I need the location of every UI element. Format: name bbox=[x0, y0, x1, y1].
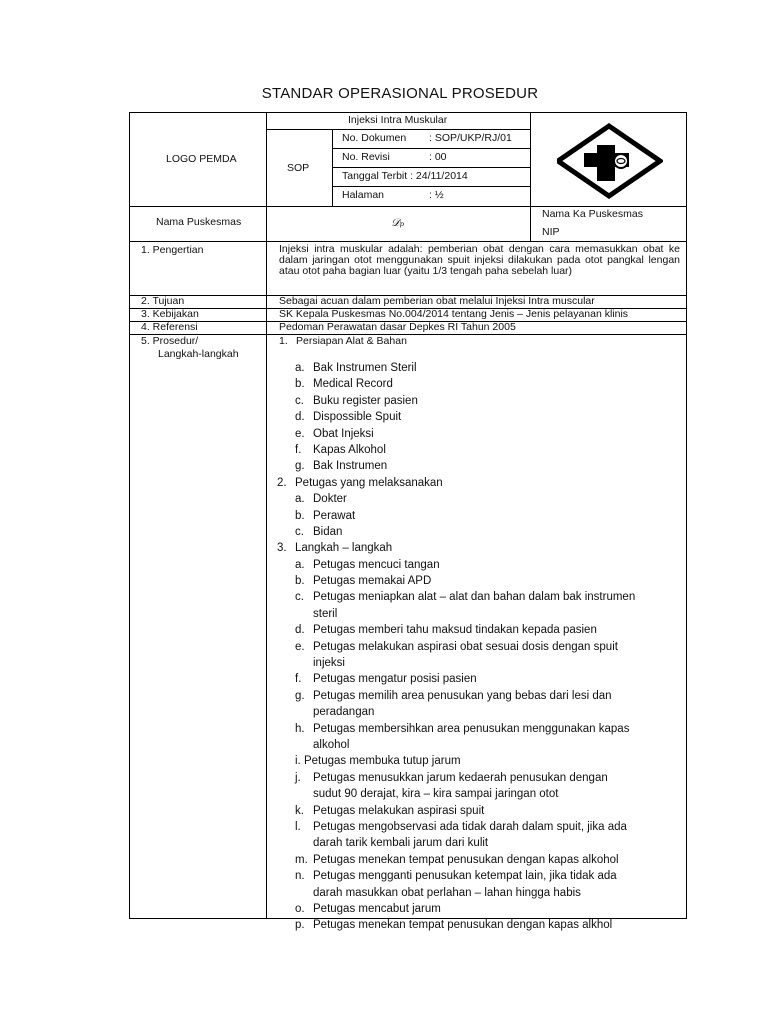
logo-pemda-label: LOGO PEMDA bbox=[166, 153, 237, 165]
procedure-item-marker: f. bbox=[295, 443, 302, 456]
referensi-text: Pedoman Perawatan dasar Depkes RI Tahun 2005 bbox=[279, 321, 516, 333]
procedure-item-text: Petugas memakai APD bbox=[313, 575, 432, 588]
procedure-item-marker: m. bbox=[295, 853, 308, 866]
referensi-label: 4. Referensi bbox=[141, 321, 198, 333]
divider bbox=[266, 112, 267, 919]
procedure-item bbox=[277, 721, 687, 737]
procedure-item-marker: b. bbox=[295, 509, 305, 522]
tanggal-terbit: Tanggal Terbit : 24/11/2014 bbox=[342, 170, 468, 182]
procedure-item-marker: 2. bbox=[277, 476, 287, 489]
procedure-item bbox=[277, 376, 687, 392]
procedure-item-text: injeksi bbox=[313, 657, 345, 670]
procedure-item bbox=[277, 573, 687, 589]
procedure-item-marker: b. bbox=[295, 378, 305, 391]
procedure-item-text: Bidan bbox=[313, 525, 343, 538]
procedure-item bbox=[277, 885, 687, 901]
procedure-item-text: Bak Instrumen Steril bbox=[313, 362, 417, 374]
procedure-item bbox=[277, 524, 687, 540]
procedure-item bbox=[277, 901, 687, 917]
prosedur-label: 5. Prosedur/ bbox=[141, 335, 199, 347]
procedure-item-text: peradangan bbox=[313, 706, 375, 719]
procedure-item-text: Petugas mengobservasi ada tidak darah dalam spuit, jika ada bbox=[313, 820, 627, 833]
procedure-item bbox=[277, 704, 687, 720]
procedure-item bbox=[277, 426, 687, 442]
procedure-item-text: Petugas mengatur posisi pasien bbox=[313, 673, 477, 686]
halaman-label: Halaman bbox=[342, 189, 385, 201]
procedure-item bbox=[277, 770, 687, 786]
no-revisi-value: : 00 bbox=[429, 151, 447, 163]
procedure-item-marker: h. bbox=[295, 722, 305, 735]
procedure-item-marker: g. bbox=[295, 689, 305, 702]
procedure-item bbox=[277, 589, 687, 605]
sop-label: SOP bbox=[287, 162, 310, 174]
procedure-item-text: Obat Injeksi bbox=[313, 427, 374, 440]
procedure-item-marker: e. bbox=[295, 427, 305, 440]
kebijakan-text: SK Kepala Puskesmas No.004/2014 tentang Jenis – Jenis pelayanan klinis bbox=[279, 308, 629, 320]
procedure-item-text: Dispossible Spuit bbox=[313, 411, 402, 424]
halaman-value: : ½ bbox=[429, 189, 444, 201]
procedure-item-marker: d. bbox=[295, 624, 305, 637]
procedure-item-text: Petugas melakukan aspirasi spuit bbox=[313, 804, 485, 817]
procedure-item-marker: a. bbox=[295, 362, 305, 374]
procedure-item bbox=[277, 557, 687, 573]
procedure-item-marker: c. bbox=[295, 525, 304, 538]
divider bbox=[129, 334, 687, 335]
procedure-item-marker: a. bbox=[295, 493, 305, 506]
procedure-item bbox=[277, 852, 687, 868]
procedure-item-text: Bak Instrumen bbox=[313, 460, 388, 473]
procedure-item bbox=[277, 606, 687, 622]
prosedur-label-2: Langkah-langkah bbox=[158, 348, 239, 360]
document-title: STANDAR OPERASIONAL PROSEDUR bbox=[261, 85, 539, 102]
procedure-item-text: Petugas menusukkan jarum kedaerah penusukan dengan bbox=[313, 771, 608, 784]
divider bbox=[332, 129, 333, 206]
tujuan-text: Sebagai acuan dalam pemberian obat melalui Injeksi Intra muscular bbox=[279, 295, 595, 307]
procedure-item-marker: d. bbox=[295, 411, 305, 424]
procedure-item-text: Petugas memilih area penusukan yang bebas dari lesi dan bbox=[313, 689, 612, 702]
procedure-item-marker: g. bbox=[295, 460, 305, 473]
procedure-item-text: i. Petugas membuka tutup jarum bbox=[295, 755, 461, 768]
procedure-item-text: alkohol bbox=[313, 738, 350, 751]
procedure-item bbox=[277, 442, 687, 458]
nip-label: NIP bbox=[542, 226, 560, 238]
procedure-item-text: Dokter bbox=[313, 493, 347, 506]
procedure-item bbox=[277, 803, 687, 819]
step-1-title: Persiapan Alat & Bahan bbox=[296, 335, 407, 347]
no-revisi-label: No. Revisi bbox=[342, 151, 390, 163]
no-dokumen-label: No. Dokumen bbox=[342, 132, 407, 144]
procedure-item-text: Petugas menekan tempat penusukan dengan kapas alkhol bbox=[313, 919, 613, 932]
procedure-item bbox=[277, 458, 687, 474]
procedure-item-marker: c. bbox=[295, 591, 304, 604]
procedure-item-marker: 3. bbox=[277, 542, 287, 555]
procedure-item bbox=[277, 409, 687, 425]
procedure-item-text: Petugas membersihkan area penusukan menggunakan kapas bbox=[313, 722, 630, 735]
procedure-list bbox=[277, 360, 687, 934]
procedure-item-text: Petugas melakukan aspirasi obat sesuai dosis dengan spuit bbox=[313, 640, 618, 653]
procedure-item-text: Kapas Alkohol bbox=[313, 443, 386, 456]
divider bbox=[332, 167, 530, 168]
procedure-item-text: Petugas menekan tempat penusukan dengan kapas alkohol bbox=[313, 853, 619, 866]
procedure-item-text: Petugas mencabut jarum bbox=[313, 902, 441, 915]
procedure-item bbox=[277, 868, 687, 884]
divider bbox=[266, 129, 530, 130]
tujuan-label: 2. Tujuan bbox=[141, 295, 185, 307]
kebijakan-label: 3. Kebijakan bbox=[141, 308, 199, 320]
procedure-item bbox=[277, 491, 687, 507]
divider bbox=[530, 112, 531, 241]
procedure-item bbox=[277, 917, 687, 933]
nama-ka-puskesmas: Nama Ka Puskesmas bbox=[542, 208, 643, 220]
procedure-item-marker: a. bbox=[295, 558, 305, 571]
procedure-item-marker: k. bbox=[295, 804, 304, 817]
procedure-item-text: Medical Record bbox=[313, 378, 393, 391]
procedure-item bbox=[277, 835, 687, 851]
procedure-item-marker: n. bbox=[295, 870, 305, 883]
procedure-item-marker: c. bbox=[295, 394, 304, 407]
procedure-item bbox=[277, 655, 687, 671]
procedure-item bbox=[277, 475, 687, 491]
procedure-item-marker: e. bbox=[295, 640, 305, 653]
procedure-item-text: darah masukkan obat perlahan – lahan hingga habis bbox=[313, 886, 581, 899]
step-1-number: 1. bbox=[279, 335, 288, 347]
procedure-item bbox=[277, 819, 687, 835]
procedure-item-text: steril bbox=[313, 607, 338, 620]
signature: 𝒟ₚ bbox=[391, 216, 405, 229]
procedure-item bbox=[277, 540, 687, 556]
procedure-item-text: Petugas memberi tahu maksud tindakan kepada pasien bbox=[313, 624, 597, 637]
procedure-item bbox=[277, 688, 687, 704]
no-dokumen-value: : SOP/UKP/RJ/01 bbox=[429, 132, 512, 144]
puskesmas-logo-icon bbox=[557, 123, 663, 199]
procedure-item-marker: j. bbox=[295, 771, 301, 784]
procedure-item-text: Petugas yang melaksanakan bbox=[295, 476, 443, 489]
procedure-item-text: Petugas mengganti penusukan ketempat lain, jika tidak ada bbox=[313, 870, 617, 883]
pengertian-text: Injeksi intra muskular adalah: pemberian obat dengan cara memasukkan obat ke dalam jaringan otot menggunakan spuit injeksi dilakukan pada otot pangkal lengan atau otot paha bagian luar (yaitu 1/3 tengah paha sebelah luar) bbox=[279, 243, 680, 277]
divider bbox=[332, 186, 530, 187]
procedure-item-text: darah tarik kembali jarum dari kulit bbox=[313, 837, 489, 850]
procedure-item bbox=[277, 360, 687, 376]
procedure-item-marker: f. bbox=[295, 673, 302, 686]
pengertian-label: 1. Pengertian bbox=[141, 244, 204, 256]
procedure-item bbox=[277, 622, 687, 638]
procedure-item-text: Petugas meniapkan alat – alat dan bahan dalam bak instrumen bbox=[313, 591, 636, 604]
procedure-item-marker: o. bbox=[295, 902, 305, 915]
procedure-item-marker: b. bbox=[295, 575, 305, 588]
procedure-item-text: sudut 90 derajat, kira – kira sampai jaringan otot bbox=[313, 788, 559, 801]
procedure-item bbox=[277, 786, 687, 802]
divider bbox=[332, 148, 530, 149]
procedure-item bbox=[277, 393, 687, 409]
procedure-item bbox=[277, 737, 687, 753]
divider bbox=[129, 241, 687, 242]
procedure-item-text: Petugas mencuci tangan bbox=[313, 558, 440, 571]
nama-puskesmas: Nama Puskesmas bbox=[156, 216, 242, 228]
procedure-item bbox=[277, 671, 687, 687]
sop-topic: Injeksi Intra Muskular bbox=[348, 114, 448, 126]
procedure-item bbox=[277, 753, 687, 769]
procedure-item-marker: l. bbox=[295, 820, 301, 833]
procedure-item bbox=[277, 508, 687, 524]
procedure-item-text: Perawat bbox=[313, 509, 356, 522]
procedure-item-text: Buku register pasien bbox=[313, 394, 418, 407]
procedure-item bbox=[277, 639, 687, 655]
procedure-item-marker: p. bbox=[295, 919, 305, 932]
divider bbox=[129, 206, 687, 207]
procedure-item-text: Langkah – langkah bbox=[295, 542, 393, 555]
